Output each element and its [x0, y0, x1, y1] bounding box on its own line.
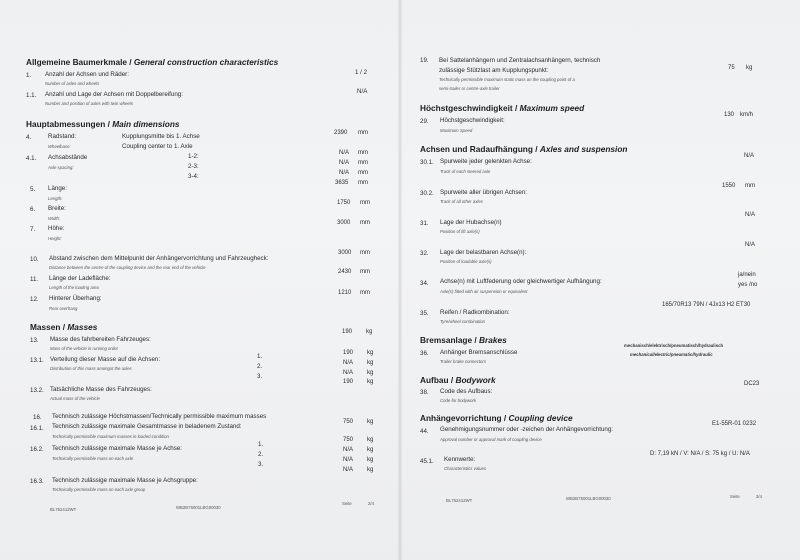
r11-unit: mm [360, 269, 370, 275]
r7-unit: mm [360, 220, 370, 226]
r34-no: 34. [420, 280, 429, 287]
r29-unit: km/h [740, 112, 754, 118]
r1-label: Anzahl der Achsen und Räder: [45, 71, 129, 78]
right-footer-num: 3/4 [756, 494, 762, 499]
masses-heading: Massen / Masses [30, 322, 98, 332]
r16-2-label: Technisch zulässige maximale Masse je Achse: [52, 445, 182, 452]
r12-value: 1210 [338, 290, 352, 296]
r13-1-no: 13.1. [30, 357, 44, 364]
r29-sub: Maximum Speed [440, 128, 473, 133]
r4-1-b: 2-3: [188, 163, 199, 170]
r38-label: Code des Aufbaus: [440, 388, 493, 395]
r16-1-sub: Technically permissible maximum masses in loaded condition [52, 434, 169, 439]
r4-1-vb: N/A [339, 160, 350, 166]
r44-label: Genehmigungsnummer oder -zeichen der Anhängevorrichtung: [440, 426, 614, 433]
r16-2-vb: N/A [343, 447, 354, 453]
r13-sub: Mass of the vehicle in running order [50, 346, 119, 351]
r16-2-ub: kg [367, 447, 374, 453]
r13-2-unit: kg [367, 379, 374, 385]
r7-value: 3000 [337, 220, 351, 226]
speed-heading: Höchstgeschwindigkeit / Maximum speed [420, 103, 585, 113]
brakes-heading: Bremsanlage / Brakes [420, 335, 507, 345]
r1-1-label: Anzahl und Lage der Achsen mit Doppelbereifung: [45, 91, 183, 98]
r12-sub: Rear overhang [49, 306, 78, 311]
r13-1-b: 2. [257, 363, 263, 370]
r13-1-ua: kg [367, 350, 374, 356]
r31-value: N/A [745, 212, 756, 218]
r16-3-sub: Technically permissible mass on each axle group [52, 487, 146, 492]
r44-sub: Approval number or approval mark of coupling device [440, 437, 542, 442]
r4-1-c: 3-4: [188, 173, 199, 180]
r30-1-no: 30.1. [420, 159, 434, 166]
r4-label2: Kupplungsmitte bis 1. Achse [122, 133, 200, 140]
r10-no: 10. [30, 256, 39, 263]
r30-2-no: 30.2. [420, 190, 434, 197]
r13-1-c: 3. [257, 373, 263, 380]
r44-value: E1-55R-01 0232 [712, 421, 757, 427]
coupling-heading: Anhängevorrichtung / Coupling device [420, 413, 573, 423]
r13-unit: kg [366, 329, 373, 335]
right-footer-page: Seite [730, 494, 740, 499]
r29-value: 130 [724, 112, 735, 118]
r30-2-unit: mm [745, 183, 755, 189]
r32-no: 32. [420, 250, 429, 257]
r4-1-label: Achsabstände [48, 154, 88, 161]
r10-sub: Distance between the centre of the coupling device and the rear end of the vehicle [49, 265, 206, 270]
r34-sub: Axle(s) fitted with air suspension or equivalent [440, 289, 528, 294]
right-page [400, 0, 800, 560]
r45-1-label: Kennwerte: [444, 456, 476, 463]
r5-no: 5. [30, 186, 36, 193]
r19-sub: Technically permissible maximum static mass on the coupling point of a [439, 77, 575, 82]
r34-value2: yes /no [738, 282, 758, 288]
r11-value: 2430 [338, 269, 352, 275]
r19-unit: kg [746, 65, 753, 71]
r16-2-vc: N/A [343, 457, 354, 463]
r16-1-label: Technisch zulässige maximale Gesamtmasse in beladenem Zustand: [52, 423, 242, 430]
r10-label: Abstand zwischen dem Mittelpunkt der Anhängervorrichtung und Fahrzeugheck: [49, 255, 269, 262]
r4-unit: mm [358, 130, 368, 136]
r11-label: Länge der Ladefläche: [49, 275, 111, 282]
r4-1-ua: mm [358, 150, 368, 156]
r36-label: Anhänger Bremsanschlüsse [440, 349, 518, 356]
r30-1-label: Spurweite jeder gelenkten Achse: [440, 158, 532, 165]
r35-value: 165/70R13 79N / 4Jx13 H2 ET30 [662, 302, 751, 308]
r13-label: Masse des fahrbereiten Fahrzeuges: [50, 336, 151, 343]
r4-1-va: N/A [339, 150, 350, 156]
r16-1-no: 16.1. [30, 425, 44, 432]
r16-1-value: 750 [343, 419, 354, 425]
r12-label: Hinterer Überhang: [49, 295, 102, 302]
r13-2-label: Tatsächliche Masse des Fahrzeuges: [50, 386, 152, 393]
r19-label: Bei Sattelanhängern und Zentralachsanhängern, technisch [439, 57, 601, 64]
r11-sub: Length of the loading area [49, 285, 99, 290]
r19-label2: zulässige Stützlast am Kupplungspunkt: [439, 67, 549, 74]
r16-label: Technisch zulässige Höchstmassen/Technically permissible maximum masses [52, 413, 267, 420]
r31-label: Lage der Hubachse(n) [440, 219, 502, 226]
r44-no: 44. [420, 428, 429, 435]
r13-value: 190 [342, 329, 353, 335]
r5-unit: mm [358, 180, 368, 186]
r7-label: Höhe: [48, 225, 65, 232]
r4-1-a: 1-2: [188, 153, 199, 160]
r6-label: Breite: [48, 205, 66, 212]
r4-1-no: 4.1. [26, 155, 37, 162]
r13-1-a: 1. [257, 353, 263, 360]
r45-1-no: 45.1. [420, 458, 434, 465]
r38-no: 38. [420, 389, 429, 396]
r35-no: 35. [420, 310, 429, 317]
r29-label: Höchstgeschwindigkeit: [440, 117, 505, 124]
r35-label: Reifen / Radkombination: [440, 309, 510, 316]
r13-1-va: 190 [343, 350, 354, 356]
r4-1-uc: mm [358, 170, 368, 176]
r4-1-ub: mm [358, 160, 368, 166]
r31-no: 31. [420, 220, 429, 227]
r31-sub: Position of lift axle(s) [440, 229, 480, 234]
r13-1-label: Verteilung dieser Masse auf die Achsen: [50, 356, 161, 363]
r16-1-unit: kg [367, 419, 374, 425]
left-footer-num: 2/4 [368, 501, 374, 506]
r30-2-sub: Track of all other axles [440, 199, 483, 204]
r38-sub: Code for bodywork [440, 398, 477, 403]
r36-value2: mechanical/electric/pneumatic/hydraulic [630, 352, 713, 357]
r1-1-value: N/A [357, 88, 368, 95]
r34-label: Achse(n) mit Luftfederung oder gleichwertiger Aufhängung: [440, 278, 602, 285]
r16-2-ud: kg [367, 467, 374, 473]
r32-value: N/A [745, 242, 756, 248]
r16-3-label: Technisch zulässige maximale Masse je Achsgruppe: [52, 477, 198, 484]
r16-2-sub: Technically permissible mass on each axle [52, 456, 134, 461]
axles-heading: Achsen und Radaufhängung / Axles and suspension [420, 144, 628, 154]
r1-1-sub: Number and position of axles with twin wheels [45, 101, 133, 106]
r16-2-va: 750 [343, 437, 354, 443]
r4-sub: Wheelbase: [48, 144, 71, 149]
r30-1-value: N/A [744, 153, 755, 159]
r5-value: 3635 [335, 180, 349, 186]
r32-label: Lage der belastbaren Achse(n): [440, 249, 527, 256]
r13-no: 13. [30, 337, 39, 344]
r13-2-no: 13.2. [30, 387, 44, 394]
r45-1-sub: Characteristics values [444, 466, 487, 471]
r13-1-uc: kg [367, 370, 374, 376]
left-footer-vin: WB2B75001LBG00030 [176, 505, 221, 510]
r16-2-vd: N/A [343, 467, 354, 473]
r16-3-no: 16.3. [30, 478, 44, 485]
r13-1-ub: kg [367, 360, 374, 366]
r16-2-uc: kg [367, 457, 374, 463]
r36-no: 36. [420, 350, 429, 357]
r30-2-value: 1550 [722, 183, 736, 189]
r16-2-c: 3. [258, 461, 264, 468]
r7-no: 7. [30, 226, 36, 233]
r16-2-no: 16.2. [30, 446, 44, 453]
r13-2-value: 190 [343, 379, 354, 385]
r5-sub: Length: [48, 196, 63, 201]
r1-no: 1. [26, 72, 32, 79]
right-footer-code: BL752412WT [446, 498, 473, 503]
r1-1-no: 1.1. [26, 92, 37, 99]
r36-sub: Trailer brake connectors [440, 359, 487, 364]
r11-no: 11. [30, 276, 39, 283]
r32-sub: Position of loadable axle(s) [440, 259, 492, 264]
r6-value: 1750 [337, 200, 351, 206]
r10-value: 3000 [338, 250, 352, 256]
r13-1-vb: N/A [343, 360, 354, 366]
r13-1-sub: Distribution of this mass amongst the axles [50, 366, 132, 371]
r12-no: 12. [30, 296, 39, 303]
r19-no: 19. [420, 57, 429, 64]
r4-sub2: Coupling center to 1. Axle [122, 143, 193, 150]
r4-1-vc: N/A [339, 170, 350, 176]
left-footer-page: Seite [342, 501, 352, 506]
r34-value: ja/nein [738, 272, 756, 278]
r19-value: 75 [728, 65, 735, 71]
r36-value: mechanisch/elektrisch/pneumatisch/hydraulisch [624, 343, 724, 348]
r30-2-label: Spurweite aller übrigen Achsen: [440, 189, 528, 196]
r19-sub2: semi-trailer or centre-axle trailer [439, 86, 500, 91]
r4-value: 2390 [334, 130, 348, 136]
r10-unit: mm [360, 250, 370, 256]
r13-1-vc: N/A [343, 370, 354, 376]
r13-2-sub: Actual mass of the vehicle [50, 396, 100, 401]
r35-sub: Tyre/wheel combination [440, 319, 486, 324]
r4-no: 4. [26, 134, 32, 141]
left-footer-code: BL752412WT [50, 507, 77, 512]
r16-2-ua: kg [367, 437, 374, 443]
r5-label: Länge: [48, 185, 67, 192]
r6-no: 6. [30, 206, 36, 213]
r1-value: 1 / 2 [355, 69, 368, 76]
general-heading: Allgemeine Baumerkmale / General construction characteristics [26, 57, 279, 67]
r1-sub: Number of axles and wheels [45, 81, 100, 86]
r12-unit: mm [360, 290, 370, 296]
right-footer-vin: WB2B75001LBG00030 [566, 496, 611, 501]
r16-no: 16. [33, 414, 42, 421]
r16-2-b: 2. [258, 451, 264, 458]
r4-1-sub: Axle spacing: [48, 165, 74, 170]
r7-sub: Height: [48, 236, 62, 241]
r16-2-a: 1. [258, 441, 264, 448]
r38-value: DC23 [744, 381, 760, 387]
bodywork-heading: Aufbau / Bodywork [420, 375, 496, 385]
r6-unit: mm [360, 200, 370, 206]
r30-1-sub: Track of each steered axle [440, 169, 491, 174]
r29-no: 29. [420, 118, 429, 125]
r45-1-value: D: 7,19 kN / V: N/A / S: 75 kg / U: N/A [650, 451, 750, 457]
r6-sub: Width: [48, 216, 61, 221]
r4-label: Radstand: [48, 133, 77, 140]
main-dimensions-heading: Hauptabmessungen / Main dimensions [26, 119, 180, 129]
